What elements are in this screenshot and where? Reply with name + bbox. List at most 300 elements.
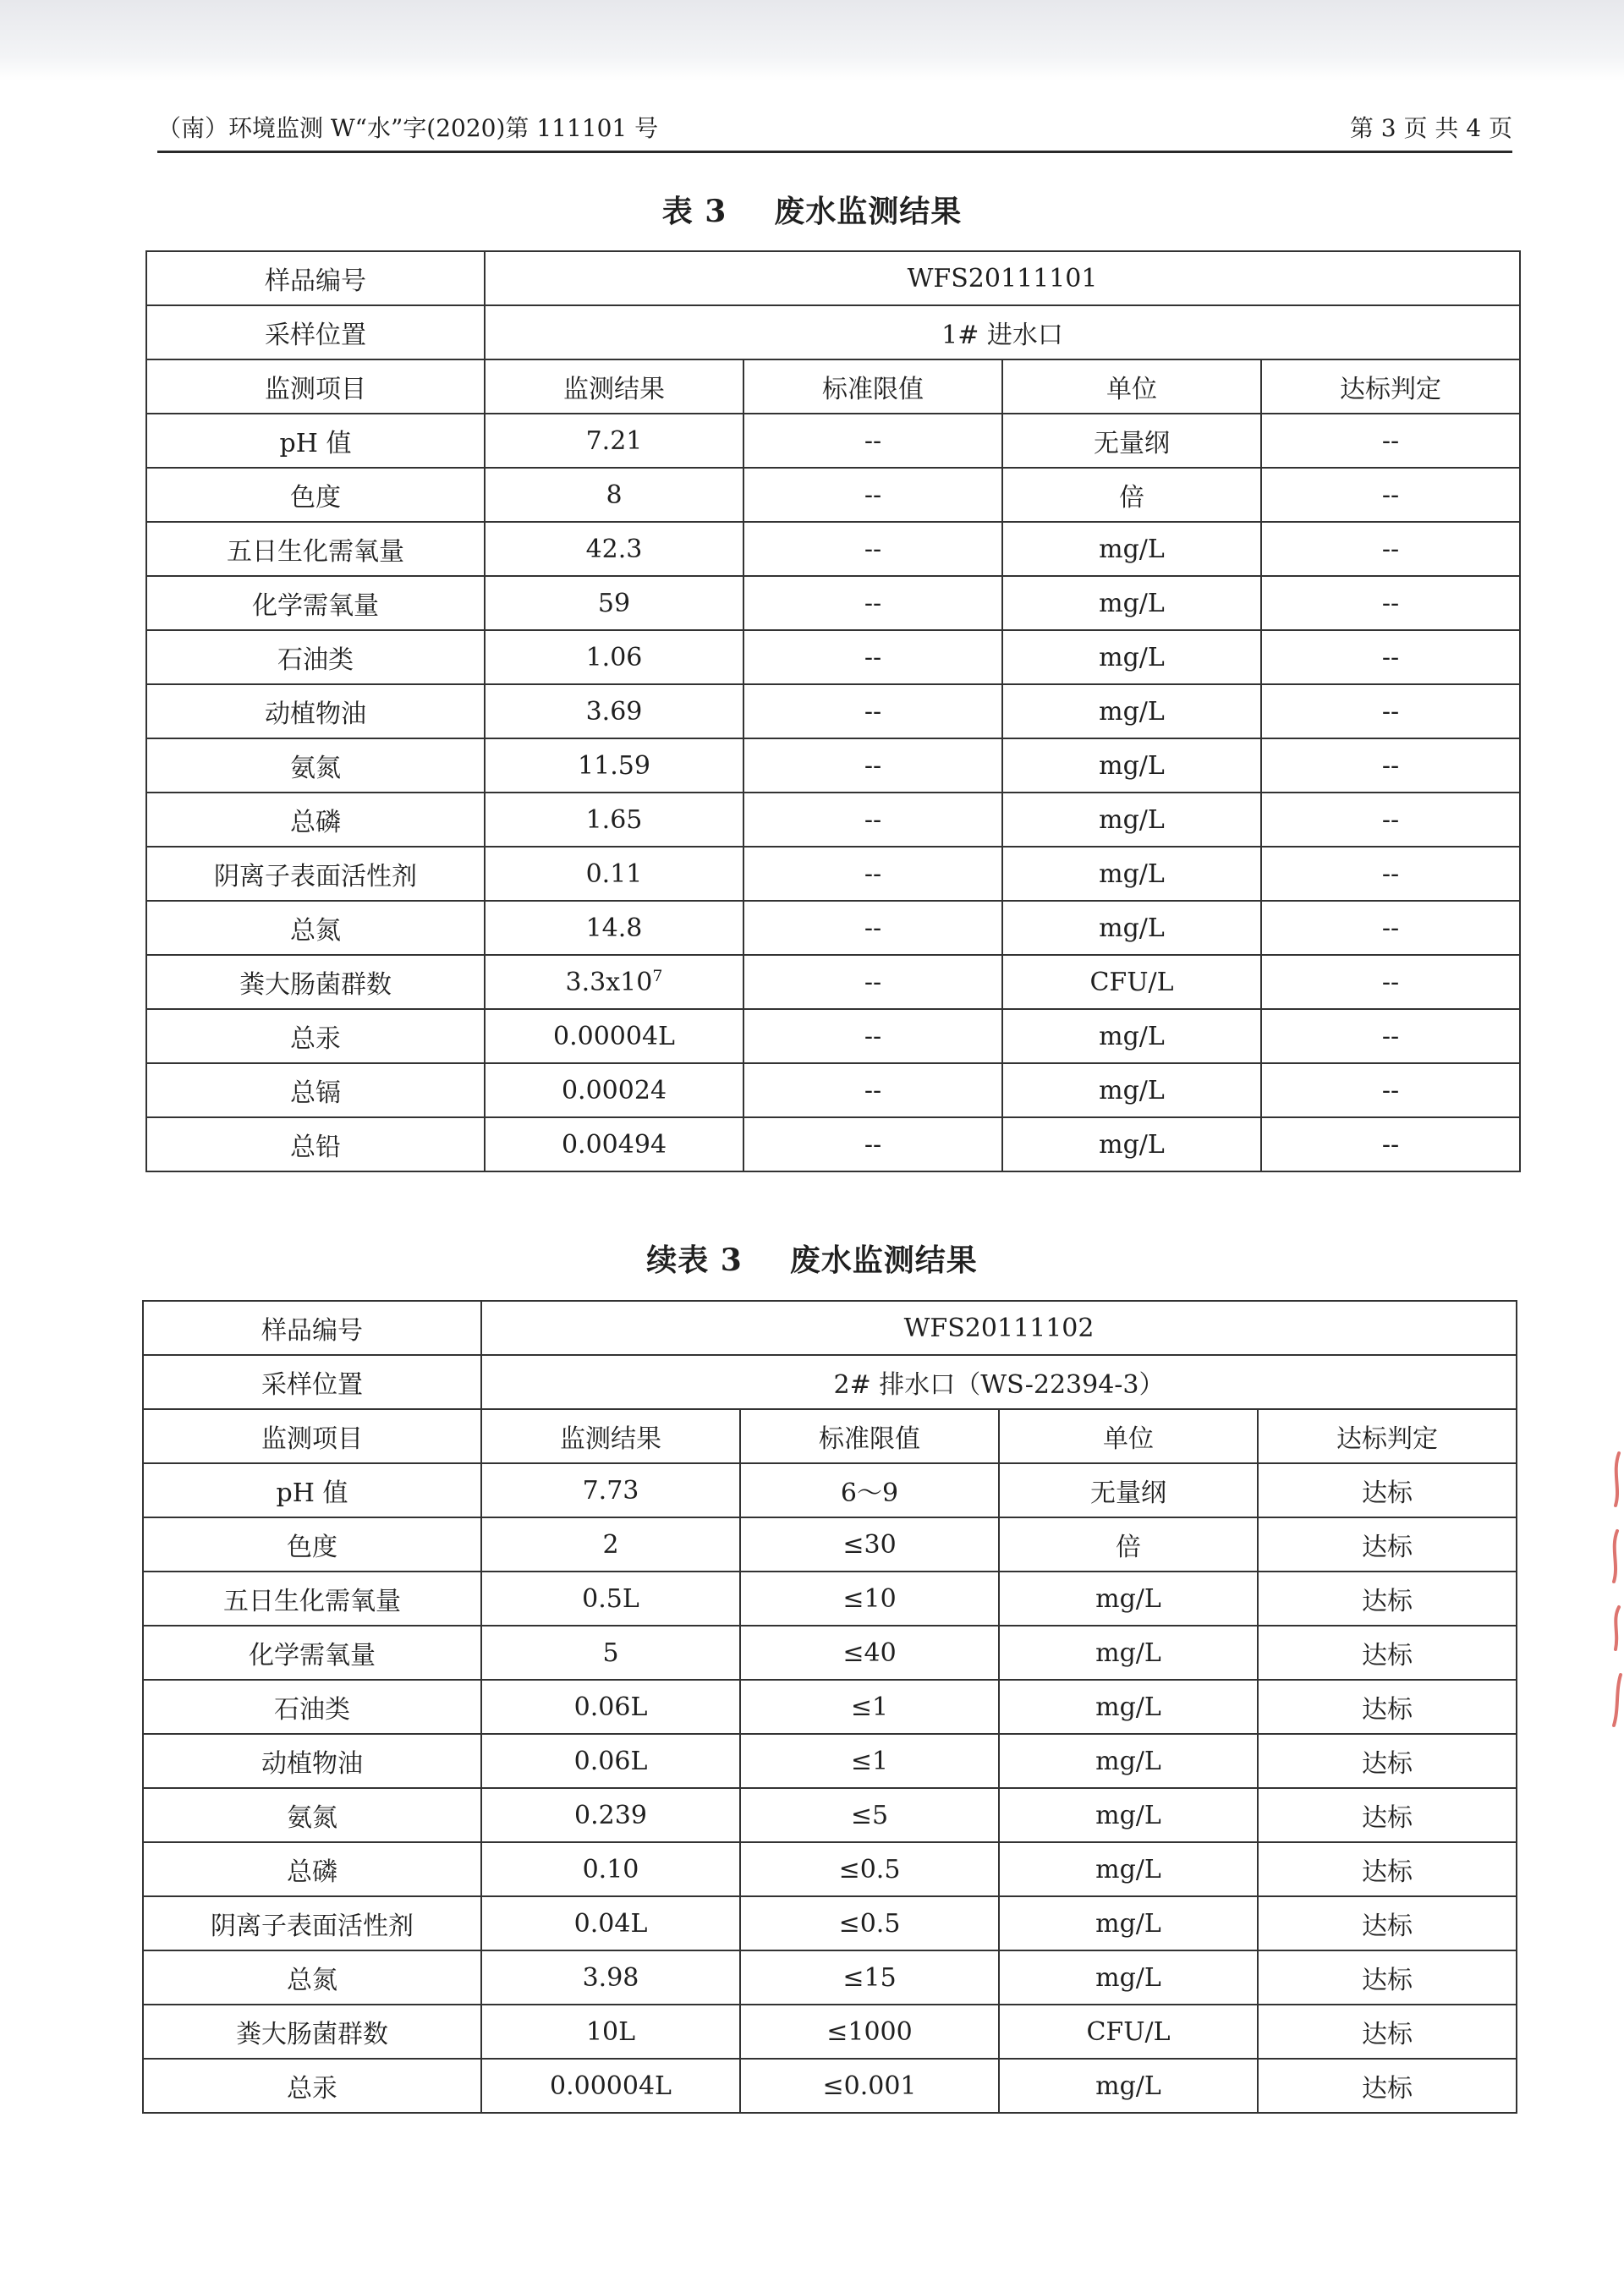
limit-text: ≤0.5 <box>838 1854 901 1884</box>
result-cell <box>481 2059 740 2113</box>
item-text: 总氮 <box>287 1966 337 1995</box>
item-text: 阴离子表面活性剂 <box>211 1912 414 1941</box>
limit-text: -- <box>864 642 882 672</box>
unit-text: 无量纲 <box>1094 429 1170 458</box>
item-text: 总汞 <box>287 2074 337 2104</box>
result-text: 59 <box>597 588 631 618</box>
item-cell <box>143 1517 481 1572</box>
limit-cell <box>740 2059 999 2113</box>
table-row <box>143 1896 1517 1950</box>
unit-cell <box>999 1626 1258 1680</box>
sampling-location-row <box>143 1355 1517 1409</box>
limit-text: -- <box>864 967 882 997</box>
table-row <box>146 576 1520 630</box>
limit-text: ≤1 <box>850 1746 889 1776</box>
unit-cell <box>1002 901 1261 955</box>
table-row <box>146 522 1520 576</box>
red-stamp-edge <box>1594 1438 1624 1742</box>
judgement-cell <box>1258 1950 1517 2005</box>
unit-cell <box>1002 1117 1261 1171</box>
item-text: 总铅 <box>290 1133 341 1162</box>
judgement-cell <box>1258 1517 1517 1572</box>
item-text: 氨氮 <box>290 754 341 783</box>
sample-number-value: WFS20111102 <box>481 1301 1517 1355</box>
table-row <box>146 1117 1520 1171</box>
limit-cell <box>743 576 1002 630</box>
result-text: 0.06L <box>573 1692 648 1722</box>
judgement-text: -- <box>1381 804 1400 835</box>
result-cell <box>485 1063 743 1117</box>
table-row <box>143 1734 1517 1788</box>
unit-text: mg/L <box>1095 1583 1161 1614</box>
limit-cell <box>743 847 1002 901</box>
result-text: 0.5L <box>582 1583 639 1614</box>
limit-text: -- <box>864 588 882 618</box>
unit-text: mg/L <box>1099 804 1165 835</box>
unit-cell <box>1002 468 1261 522</box>
judgement-text: -- <box>1381 1021 1400 1051</box>
judgement-text: 达标 <box>1362 1803 1413 1833</box>
result-text: 0.06L <box>573 1746 648 1776</box>
result-text: 8 <box>606 480 623 510</box>
result-cell <box>485 793 743 847</box>
result-text: 1.06 <box>585 642 643 672</box>
limit-text: ≤1 <box>850 1692 889 1722</box>
limit-text: -- <box>864 480 882 510</box>
item-cell <box>146 793 485 847</box>
unit-text: mg/L <box>1095 1962 1161 1993</box>
result-cell <box>485 738 743 793</box>
column-header: 标准限值 <box>740 1409 999 1463</box>
result-text: 3.98 <box>582 1962 639 1993</box>
judgement-cell <box>1261 576 1520 630</box>
unit-text: mg/L <box>1099 1075 1165 1105</box>
item-cell <box>146 684 485 738</box>
judgement-text: 达标 <box>1362 2020 1413 2049</box>
result-cell <box>481 1734 740 1788</box>
unit-cell <box>999 1517 1258 1572</box>
sampling-location-value: 2# 排水口（WS-22394-3） <box>481 1355 1517 1409</box>
unit-cell <box>999 2005 1258 2059</box>
unit-cell <box>999 1896 1258 1950</box>
unit-text: mg/L <box>1095 1854 1161 1884</box>
judgement-cell <box>1261 1117 1520 1171</box>
limit-cell <box>743 1117 1002 1171</box>
unit-text: mg/L <box>1099 913 1165 943</box>
item-cell <box>143 1626 481 1680</box>
unit-cell <box>999 1788 1258 1842</box>
result-cell <box>485 1009 743 1063</box>
item-text: 动植物油 <box>261 1749 363 1779</box>
limit-text: -- <box>864 1075 882 1105</box>
item-cell <box>146 414 485 468</box>
limit-cell <box>740 2005 999 2059</box>
judgement-text: 达标 <box>1362 1966 1413 1995</box>
judgement-cell <box>1258 1788 1517 1842</box>
judgement-text: 达标 <box>1362 1587 1413 1616</box>
table-row <box>146 901 1520 955</box>
judgement-text: -- <box>1381 588 1400 618</box>
unit-text: 无量纲 <box>1090 1478 1166 1508</box>
judgement-cell <box>1258 1572 1517 1626</box>
judgement-text: -- <box>1381 858 1400 889</box>
item-text: 色度 <box>287 1533 337 1562</box>
table1-caption-title: 废水监测结果 <box>774 194 963 229</box>
item-cell <box>146 576 485 630</box>
judgement-text: 达标 <box>1362 1533 1413 1562</box>
item-text: 总磷 <box>287 1857 337 1887</box>
limit-cell <box>743 1063 1002 1117</box>
result-cell <box>485 630 743 684</box>
limit-text: -- <box>864 1129 882 1160</box>
result-text: 0.00024 <box>561 1075 667 1105</box>
limit-cell <box>740 1517 999 1572</box>
table2-caption <box>0 1237 1624 1280</box>
item-text: 色度 <box>290 483 341 513</box>
table-row <box>146 738 1520 793</box>
column-header: 单位 <box>999 1409 1258 1463</box>
result-text: 14.8 <box>585 913 643 943</box>
judgement-text: -- <box>1381 750 1400 781</box>
column-header-row <box>143 1409 1517 1463</box>
item-text: 化学需氧量 <box>252 591 379 621</box>
table-row <box>146 1063 1520 1117</box>
limit-cell <box>743 414 1002 468</box>
result-text: 0.00494 <box>561 1129 667 1160</box>
limit-cell <box>743 901 1002 955</box>
table-row <box>143 1572 1517 1626</box>
unit-text: CFU/L <box>1089 967 1174 997</box>
judgement-cell <box>1261 522 1520 576</box>
result-cell <box>481 1788 740 1842</box>
limit-text: -- <box>864 696 882 727</box>
table-row <box>146 468 1520 522</box>
limit-text: -- <box>864 425 882 456</box>
judgement-text: 达标 <box>1362 1857 1413 1887</box>
judgement-cell <box>1261 468 1520 522</box>
table-row <box>146 414 1520 468</box>
item-cell <box>146 738 485 793</box>
limit-cell <box>743 955 1002 1009</box>
item-cell <box>143 1950 481 2005</box>
limit-cell <box>743 684 1002 738</box>
result-cell <box>485 847 743 901</box>
judgement-text: -- <box>1381 913 1400 943</box>
judgement-cell <box>1258 1842 1517 1896</box>
item-cell <box>146 1009 485 1063</box>
limit-text: ≤15 <box>842 1962 897 1993</box>
result-text: 7.73 <box>582 1475 639 1506</box>
unit-cell <box>1002 576 1261 630</box>
item-cell <box>146 847 485 901</box>
limit-text: ≤40 <box>842 1637 897 1668</box>
report-number: （南）环境监测 W“水”字(2020)第 111101 号 <box>157 114 659 142</box>
item-cell <box>143 1842 481 1896</box>
unit-cell <box>999 1734 1258 1788</box>
item-cell <box>146 1117 485 1171</box>
item-cell <box>146 630 485 684</box>
limit-cell <box>740 1463 999 1517</box>
item-text: 五日生化需氧量 <box>227 537 404 567</box>
item-text: 总氮 <box>290 916 341 946</box>
result-cell <box>481 1572 740 1626</box>
table-row <box>143 1950 1517 2005</box>
limit-text: -- <box>864 750 882 781</box>
table-row <box>143 1626 1517 1680</box>
judgement-cell <box>1261 738 1520 793</box>
results-table-2 <box>142 1300 1517 2114</box>
result-exponent: 7 <box>652 967 663 985</box>
unit-text: mg/L <box>1095 1908 1161 1939</box>
table-row <box>143 2005 1517 2059</box>
limit-cell <box>743 630 1002 684</box>
unit-cell <box>1002 1063 1261 1117</box>
limit-text: -- <box>864 913 882 943</box>
item-text: 五日生化需氧量 <box>223 1587 401 1616</box>
table-row <box>146 630 1520 684</box>
limit-text: -- <box>864 804 882 835</box>
item-text: 总镉 <box>290 1078 341 1108</box>
sampling-location-label: 采样位置 <box>146 305 485 359</box>
judgement-text: -- <box>1381 534 1400 564</box>
item-cell <box>143 1572 481 1626</box>
result-text: 0.00004L <box>550 2071 672 2101</box>
column-header: 监测项目 <box>143 1409 481 1463</box>
judgement-cell <box>1261 1063 1520 1117</box>
judgement-text: -- <box>1381 696 1400 727</box>
unit-text: CFU/L <box>1086 2016 1171 2047</box>
judgement-text: 达标 <box>1362 2074 1413 2104</box>
unit-cell <box>1002 738 1261 793</box>
limit-cell <box>743 468 1002 522</box>
unit-cell <box>1002 1009 1261 1063</box>
item-text: 总磷 <box>290 808 341 837</box>
sampling-location-row <box>146 305 1520 359</box>
result-text: 0.10 <box>582 1854 639 1884</box>
judgement-text: 达标 <box>1362 1912 1413 1941</box>
unit-cell <box>999 1842 1258 1896</box>
unit-text: mg/L <box>1095 1637 1161 1668</box>
judgement-cell <box>1258 1680 1517 1734</box>
item-cell <box>143 1463 481 1517</box>
sample-number-label: 样品编号 <box>143 1301 481 1355</box>
column-header: 监测项目 <box>146 359 485 414</box>
item-cell <box>146 1063 485 1117</box>
table-row <box>146 793 1520 847</box>
unit-text: mg/L <box>1095 1692 1161 1722</box>
unit-cell <box>999 2059 1258 2113</box>
unit-text: mg/L <box>1099 696 1165 727</box>
judgement-text: -- <box>1381 642 1400 672</box>
judgement-cell <box>1261 414 1520 468</box>
page-indicator: 第 3 页 共 4 页 <box>1349 114 1512 142</box>
table-row <box>143 1517 1517 1572</box>
item-text: 化学需氧量 <box>249 1641 376 1670</box>
column-header: 达标判定 <box>1258 1409 1517 1463</box>
result-cell <box>485 468 743 522</box>
limit-text: -- <box>864 1021 882 1051</box>
table-row <box>143 1463 1517 1517</box>
limit-cell <box>740 1950 999 2005</box>
column-header: 监测结果 <box>485 359 743 414</box>
item-cell <box>146 468 485 522</box>
limit-cell <box>740 1734 999 1788</box>
result-cell <box>485 522 743 576</box>
limit-text: ≤5 <box>850 1800 889 1830</box>
sampling-location-label: 采样位置 <box>143 1355 481 1409</box>
unit-text: mg/L <box>1099 1129 1165 1160</box>
judgement-cell <box>1261 955 1520 1009</box>
unit-text: 倍 <box>1116 1533 1141 1562</box>
limit-text: ≤30 <box>842 1529 897 1560</box>
result-cell <box>485 576 743 630</box>
limit-cell <box>740 1842 999 1896</box>
result-text: 0.239 <box>574 1800 647 1830</box>
table-row <box>143 1842 1517 1896</box>
judgement-text: -- <box>1381 967 1400 997</box>
table-row <box>143 1788 1517 1842</box>
judgement-text: 达标 <box>1362 1478 1413 1508</box>
judgement-text: -- <box>1381 480 1400 510</box>
result-text: 7.21 <box>585 425 643 456</box>
sample-number-row <box>146 251 1520 305</box>
unit-text: mg/L <box>1099 750 1165 781</box>
limit-cell <box>740 1896 999 1950</box>
judgement-text: 达标 <box>1362 1641 1413 1670</box>
limit-text: 6～9 <box>840 1478 899 1508</box>
judgement-cell <box>1261 1009 1520 1063</box>
unit-cell <box>999 1463 1258 1517</box>
judgement-text: -- <box>1381 1129 1400 1160</box>
table-row <box>146 1009 1520 1063</box>
sampling-location-value: 1# 进水口 <box>485 305 1520 359</box>
sample-number-row <box>143 1301 1517 1355</box>
judgement-cell <box>1258 1896 1517 1950</box>
limit-cell <box>743 793 1002 847</box>
column-header: 标准限值 <box>743 359 1002 414</box>
judgement-cell <box>1261 901 1520 955</box>
sample-number-label: 样品编号 <box>146 251 485 305</box>
unit-cell <box>1002 955 1261 1009</box>
result-cell <box>481 1842 740 1896</box>
item-text: pH 值 <box>279 429 352 458</box>
item-text: 阴离子表面活性剂 <box>214 862 417 891</box>
result-text: 11.59 <box>578 750 650 781</box>
judgement-text: 达标 <box>1362 1695 1413 1725</box>
item-text: 动植物油 <box>265 699 366 729</box>
result-text: 42.3 <box>585 534 643 564</box>
limit-cell <box>740 1788 999 1842</box>
result-cell <box>485 684 743 738</box>
result-text: 0.00004L <box>553 1021 675 1051</box>
unit-text: mg/L <box>1095 2071 1161 2101</box>
item-cell <box>143 1734 481 1788</box>
limit-text: ≤1000 <box>826 2016 913 2047</box>
result-cell <box>485 414 743 468</box>
item-cell <box>143 1680 481 1734</box>
limit-cell <box>740 1626 999 1680</box>
result-cell <box>485 955 743 1009</box>
limit-text: ≤0.5 <box>838 1908 901 1939</box>
item-text: 粪大肠菌群数 <box>236 2020 388 2049</box>
unit-text: 倍 <box>1119 483 1144 513</box>
item-text: 粪大肠菌群数 <box>239 970 392 1000</box>
limit-text: ≤10 <box>842 1583 897 1614</box>
judgement-cell <box>1261 793 1520 847</box>
item-cell <box>143 1896 481 1950</box>
judgement-cell <box>1258 1734 1517 1788</box>
table-row <box>143 1680 1517 1734</box>
item-cell <box>146 901 485 955</box>
judgement-cell <box>1261 847 1520 901</box>
result-cell <box>481 1517 740 1572</box>
item-text: pH 值 <box>276 1478 348 1508</box>
unit-cell <box>1002 522 1261 576</box>
column-header: 单位 <box>1002 359 1261 414</box>
item-text: 总汞 <box>290 1024 341 1054</box>
scan-shadow <box>0 0 1624 80</box>
table1-caption <box>0 188 1624 231</box>
results-table-1 <box>145 250 1521 1172</box>
unit-cell <box>999 1950 1258 2005</box>
limit-cell <box>743 738 1002 793</box>
limit-text: ≤0.001 <box>822 2071 917 2101</box>
judgement-text: 达标 <box>1362 1749 1413 1779</box>
result-cell <box>481 1463 740 1517</box>
result-cell <box>481 2005 740 2059</box>
column-header: 监测结果 <box>481 1409 740 1463</box>
table-row <box>146 847 1520 901</box>
item-cell <box>143 1788 481 1842</box>
limit-text: -- <box>864 858 882 889</box>
unit-cell <box>1002 630 1261 684</box>
result-text: 0.11 <box>585 858 643 889</box>
limit-cell <box>740 1572 999 1626</box>
result-text: 3.3x10 <box>565 968 653 997</box>
result-cell <box>485 1117 743 1171</box>
table-row <box>143 2059 1517 2113</box>
judgement-cell <box>1258 2059 1517 2113</box>
unit-cell <box>1002 793 1261 847</box>
item-cell <box>146 955 485 1009</box>
result-text: 0.04L <box>573 1908 648 1939</box>
judgement-cell <box>1261 684 1520 738</box>
item-cell <box>143 2059 481 2113</box>
result-cell <box>481 1626 740 1680</box>
result-cell <box>481 1896 740 1950</box>
unit-cell <box>999 1572 1258 1626</box>
limit-cell <box>740 1680 999 1734</box>
unit-text: mg/L <box>1099 534 1165 564</box>
item-cell <box>146 522 485 576</box>
limit-text: -- <box>864 534 882 564</box>
judgement-cell <box>1261 630 1520 684</box>
unit-text: mg/L <box>1099 588 1165 618</box>
table-row <box>146 955 1520 1009</box>
unit-text: mg/L <box>1099 1021 1165 1051</box>
item-text: 石油类 <box>277 645 354 675</box>
judgement-text: -- <box>1381 425 1400 456</box>
unit-text: mg/L <box>1099 642 1165 672</box>
unit-text: mg/L <box>1099 858 1165 889</box>
column-header: 达标判定 <box>1261 359 1520 414</box>
sample-number-value: WFS20111101 <box>485 251 1520 305</box>
unit-cell <box>1002 414 1261 468</box>
unit-cell <box>1002 847 1261 901</box>
result-text: 2 <box>602 1529 619 1560</box>
unit-cell <box>999 1680 1258 1734</box>
item-cell <box>143 2005 481 2059</box>
